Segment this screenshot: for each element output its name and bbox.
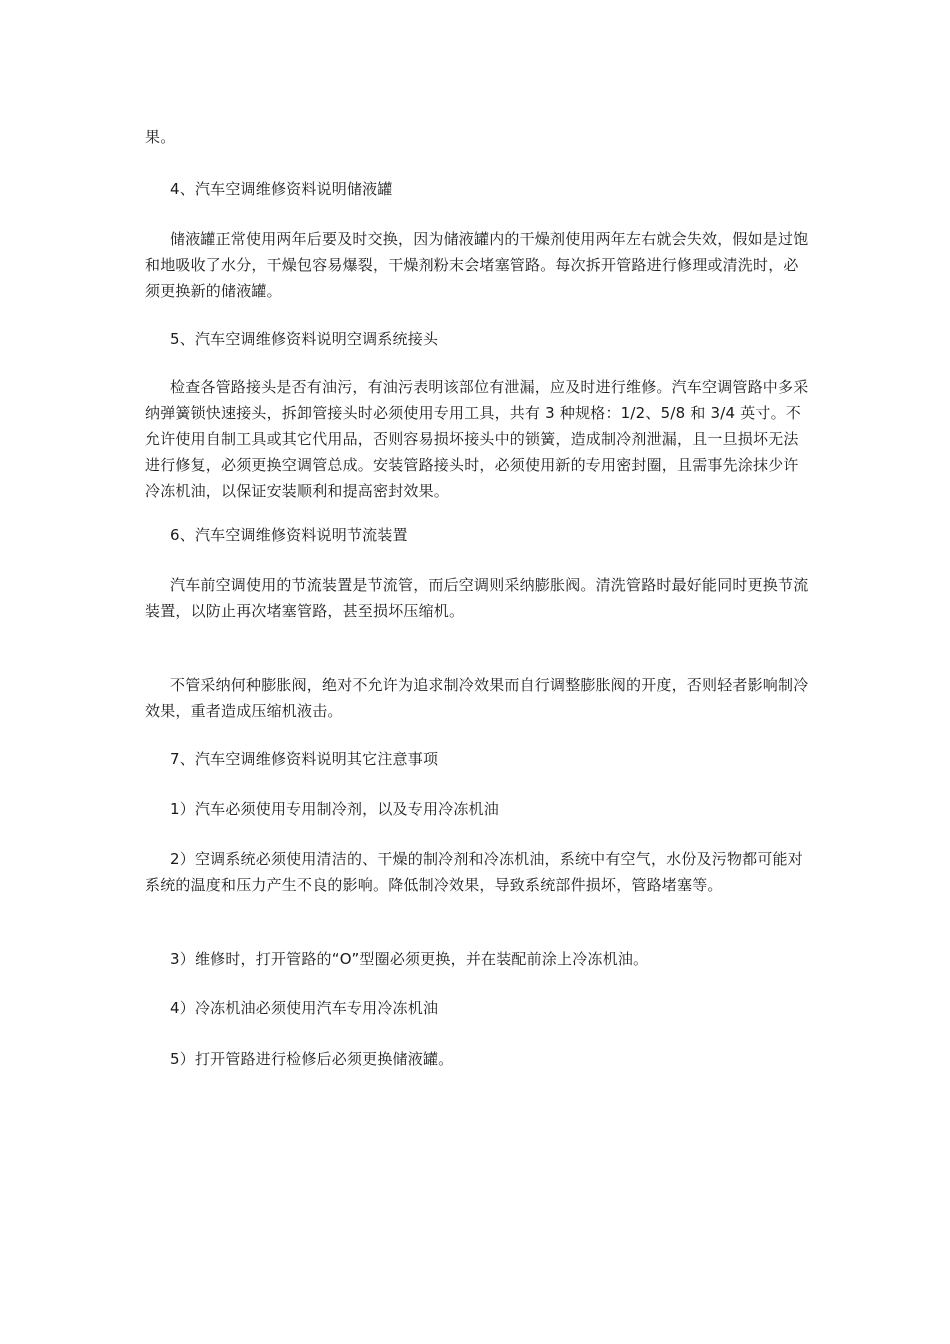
paragraph-throttle-device: 汽车前空调使用的节流装置是节流管，而后空调则采纳膨胀阀。清洗管路时最好能同时更换节流装置，以防止再次堵塞管路，甚至损坏压缩机。 bbox=[145, 576, 809, 620]
section-heading-7: 7、汽车空调维修资料说明其它注意事项 bbox=[170, 750, 439, 768]
list-item-1: 1）汽车必须使用专用制冷剂，以及专用冷冻机油 bbox=[170, 800, 499, 818]
list-item-4: 4）冷冻机油必须使用汽车专用冷冻机油 bbox=[170, 999, 439, 1017]
section-heading-5: 5、汽车空调维修资料说明空调系统接头 bbox=[170, 330, 439, 348]
paragraph-continuation: 果。 bbox=[145, 128, 176, 146]
section-heading-4: 4、汽车空调维修资料说明储液罐 bbox=[170, 180, 393, 198]
list-item-2: 2）空调系统必须使用清洁的、干燥的制冷剂和冷冻机油，系统中有空气，水份及污物都可能对系统的温度和压力产生不良的影响。降低制冷效果，导致系统部件损坏，管路堵塞等。 bbox=[145, 850, 803, 894]
list-item-3: 3）维修时，打开管路的“O”型圈必须更换，并在装配前涂上冷冻机油。 bbox=[170, 950, 649, 968]
list-item-5: 5）打开管路进行检修后必须更换储液罐。 bbox=[170, 1050, 454, 1068]
paragraph-expansion-valve: 不管采纳何种膨胀阀，绝对不允许为追求制冷效果而自行调整膨胀阀的开度，否则轻者影响制冷效果，重者造成压缩机液击。 bbox=[145, 676, 809, 720]
section-heading-6: 6、汽车空调维修资料说明节流装置 bbox=[170, 526, 408, 544]
paragraph-pipe-joints: 检查各管路接头是否有油污，有油污表明该部位有泄漏，应及时进行维修。汽车空调管路中多采纳弹簧锁快速接头，拆卸管接头时必须使用专用工具，共有 3 种规格：1/2、5/8 和 3/4 英寸。不允许使用自制工具或其它代用品，否则容易损坏接头中的锁簧，造成制冷剂泄漏，且一旦损坏无法进行修复，必须更换空调管总成。安装管路接头时，必须使用新的专用密封圈，且需事先涂抹少许冷冻机油，以保证安装顺利和提高密封效果。 bbox=[145, 378, 809, 500]
paragraph-receiver-drier: 储液罐正常使用两年后要及时交换，因为储液罐内的干燥剂使用两年左右就会失效，假如是过饱和地吸收了水分，干燥包容易爆裂，干燥剂粉末会堵塞管路。每次拆开管路进行修理或清洗时，必须更换新的储液罐。 bbox=[145, 230, 809, 300]
